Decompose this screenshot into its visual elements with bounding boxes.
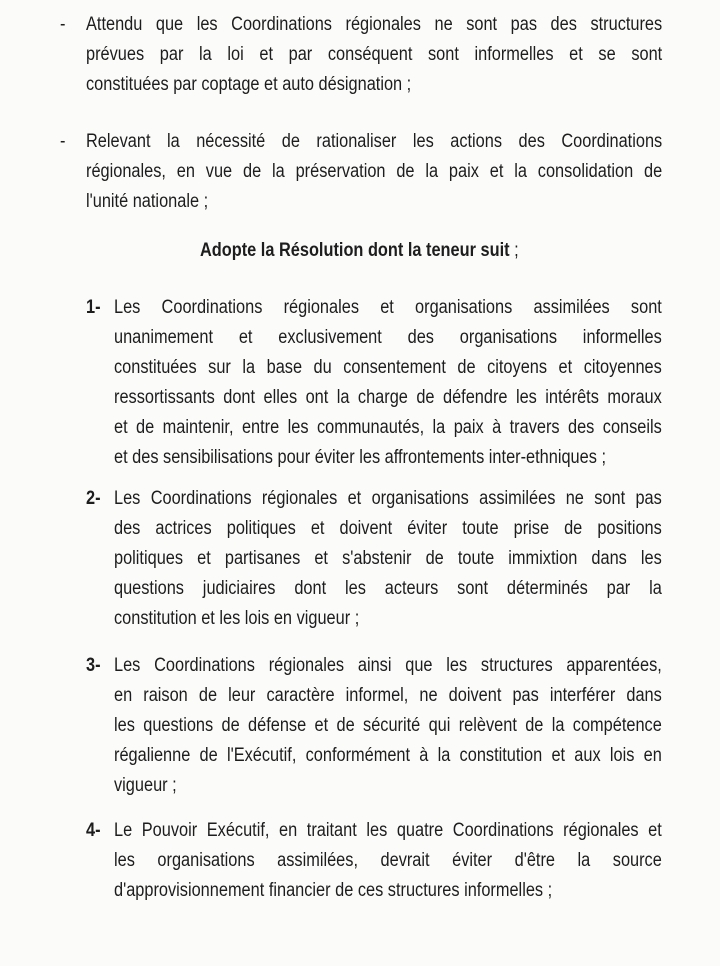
resolution-heading	[200, 236, 519, 266]
article-paragraph	[114, 651, 662, 801]
text-line: Relevant la nécessité de rationaliser les actions des Coordinations	[86, 131, 663, 152]
article-paragraph	[114, 293, 662, 473]
text-line: et des sensibilisations pour éviter les affrontements inter-ethniques ;	[114, 447, 606, 468]
article-number: 4-	[86, 820, 101, 841]
consideration-paragraph	[86, 10, 662, 100]
text-line: l'unité nationale ;	[86, 191, 209, 212]
consideration-paragraph	[86, 127, 662, 217]
text-line: constituées sur la base du consentement de citoyens et citoyennes	[114, 357, 662, 378]
text-line: Le Pouvoir Exécutif, en traitant les quatre Coordinations régionales et	[114, 820, 662, 841]
text-line: et de maintenir, entre les communautés, la paix à travers des conseils	[114, 417, 662, 438]
text-line: prévues par la loi et par conséquent sont informelles et se sont	[86, 44, 663, 65]
article-paragraph	[114, 484, 662, 634]
article-number: 1-	[86, 297, 101, 318]
heading-suffix: ;	[509, 240, 519, 261]
text-line: politiques et partisanes et s'abstenir de toute immixtion dans les	[114, 548, 662, 569]
text-line: Les Coordinations régionales ainsi que les structures apparentées,	[114, 655, 662, 676]
article-number: 2-	[86, 488, 101, 509]
bullet-dash: -	[60, 131, 66, 152]
text-line: vigueur ;	[114, 775, 177, 796]
text-line: les questions de défense et de sécurité qui relèvent de la compétence	[114, 715, 662, 736]
text-line: constitution et les lois en vigueur ;	[114, 608, 360, 629]
text-line: constituées par coptage et auto désignation ;	[86, 74, 412, 95]
text-line: des actrices politiques et doivent éviter toute prise de positions	[114, 518, 662, 539]
text-line: ressortissants dont elles ont la charge de défendre les intérêts moraux	[114, 387, 662, 408]
article-number: 3-	[86, 655, 101, 676]
text-line: questions judiciaires dont les acteurs sont déterminés par la	[114, 578, 662, 599]
text-line: d'approvisionnement financier de ces structures informelles ;	[114, 880, 553, 901]
text-line: régionales, en vue de la préservation de la paix et la consolidation de	[86, 161, 663, 182]
bullet-dash: -	[60, 14, 66, 35]
text-line: Les Coordinations régionales et organisations assimilées ne sont pas	[114, 488, 662, 509]
heading-text: Adopte la Résolution dont la teneur suit	[200, 240, 510, 261]
text-line: Attendu que les Coordinations régionales ne sont pas des structures	[86, 14, 663, 35]
text-line: Les Coordinations régionales et organisations assimilées sont	[114, 297, 662, 318]
article-paragraph	[114, 816, 662, 906]
text-line: les organisations assimilées, devrait éviter d'être la source	[114, 850, 662, 871]
text-line: unanimement et exclusivement des organisations informelles	[114, 327, 662, 348]
text-line: en raison de leur caractère informel, ne doivent pas interférer dans	[114, 685, 662, 706]
text-line: régalienne de l'Exécutif, conformément à la constitution et aux lois en	[114, 745, 662, 766]
